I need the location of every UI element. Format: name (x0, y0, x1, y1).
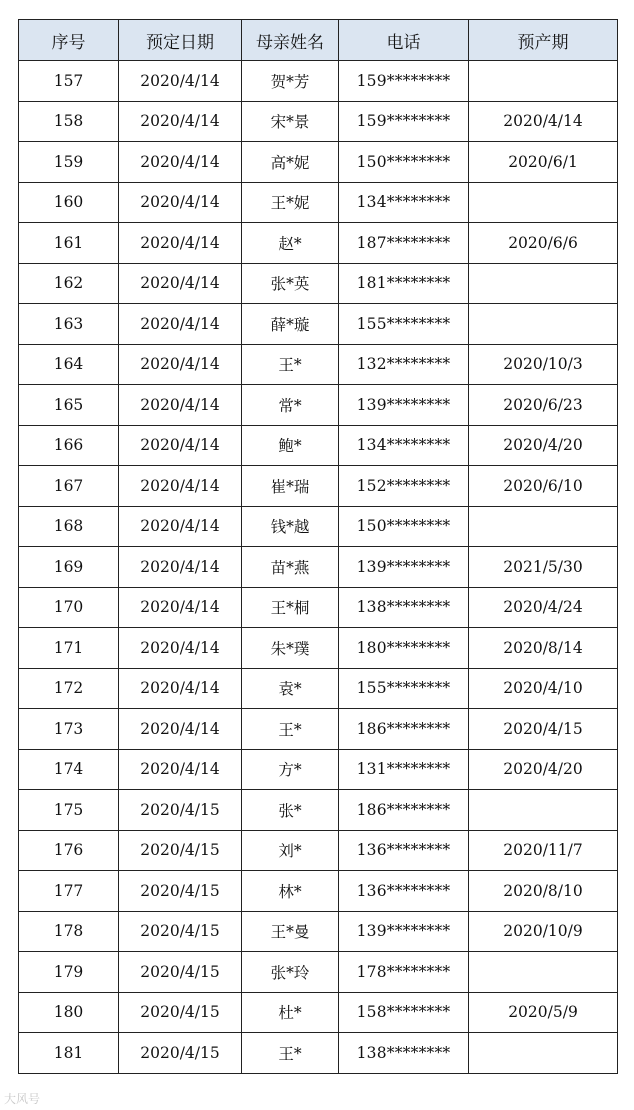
cell-booking-date: 2020/4/14 (119, 506, 242, 547)
cell-booking-date: 2020/4/14 (119, 61, 242, 102)
cell-due-date (469, 506, 618, 547)
table-row (19, 668, 618, 709)
cell-due-date: 2020/10/9 (469, 911, 618, 952)
cell-phone: 139******** (339, 911, 469, 952)
table-row (19, 992, 618, 1033)
cell-mother-name: 方* (242, 749, 339, 790)
cell-due-date: 2020/6/23 (469, 385, 618, 426)
cell-phone: 158******** (339, 992, 469, 1033)
cell-booking-date: 2020/4/14 (119, 344, 242, 385)
cell-serial: 164 (19, 344, 119, 385)
cell-booking-date: 2020/4/14 (119, 101, 242, 142)
table-row (19, 1033, 618, 1074)
cell-booking-date: 2020/4/15 (119, 830, 242, 871)
cell-phone: 186******** (339, 790, 469, 831)
header-serial: 序号 (19, 20, 119, 61)
table-row (19, 911, 618, 952)
cell-mother-name: 钱*越 (242, 506, 339, 547)
cell-serial: 167 (19, 466, 119, 507)
cell-booking-date: 2020/4/15 (119, 1033, 242, 1074)
cell-booking-date: 2020/4/14 (119, 182, 242, 223)
cell-mother-name: 王* (242, 709, 339, 750)
header-booking-date: 预定日期 (119, 20, 242, 61)
cell-booking-date: 2020/4/14 (119, 749, 242, 790)
cell-phone: 187******** (339, 223, 469, 264)
cell-booking-date: 2020/4/14 (119, 142, 242, 183)
table-row (19, 344, 618, 385)
cell-due-date (469, 952, 618, 993)
cell-phone: 134******** (339, 425, 469, 466)
cell-booking-date: 2020/4/15 (119, 992, 242, 1033)
cell-mother-name: 王*曼 (242, 911, 339, 952)
cell-booking-date: 2020/4/15 (119, 790, 242, 831)
cell-mother-name: 刘* (242, 830, 339, 871)
cell-phone: 152******** (339, 466, 469, 507)
cell-mother-name: 宋*景 (242, 101, 339, 142)
table-row (19, 101, 618, 142)
table-row (19, 142, 618, 183)
cell-booking-date: 2020/4/14 (119, 304, 242, 345)
cell-due-date (469, 1033, 618, 1074)
cell-booking-date: 2020/4/15 (119, 952, 242, 993)
cell-mother-name: 王*妮 (242, 182, 339, 223)
cell-phone: 180******** (339, 628, 469, 669)
cell-due-date (469, 790, 618, 831)
cell-serial: 157 (19, 61, 119, 102)
cell-mother-name: 王*桐 (242, 587, 339, 628)
cell-due-date (469, 263, 618, 304)
table-row (19, 628, 618, 669)
cell-due-date: 2020/6/10 (469, 466, 618, 507)
cell-due-date (469, 61, 618, 102)
cell-serial: 169 (19, 547, 119, 588)
cell-booking-date: 2020/4/14 (119, 547, 242, 588)
cell-mother-name: 薛*璇 (242, 304, 339, 345)
cell-due-date: 2020/4/14 (469, 101, 618, 142)
cell-phone: 178******** (339, 952, 469, 993)
table-row (19, 790, 618, 831)
cell-mother-name: 朱*璞 (242, 628, 339, 669)
cell-booking-date: 2020/4/14 (119, 263, 242, 304)
cell-serial: 162 (19, 263, 119, 304)
table-row (19, 304, 618, 345)
cell-phone: 132******** (339, 344, 469, 385)
cell-phone: 155******** (339, 668, 469, 709)
table-row (19, 547, 618, 588)
cell-mother-name: 张*玲 (242, 952, 339, 993)
cell-serial: 181 (19, 1033, 119, 1074)
cell-mother-name: 高*妮 (242, 142, 339, 183)
cell-due-date: 2020/4/10 (469, 668, 618, 709)
cell-due-date: 2021/5/30 (469, 547, 618, 588)
table-row (19, 709, 618, 750)
cell-booking-date: 2020/4/14 (119, 587, 242, 628)
table-row (19, 425, 618, 466)
table-row (19, 385, 618, 426)
cell-serial: 163 (19, 304, 119, 345)
table-row (19, 223, 618, 264)
cell-phone: 136******** (339, 830, 469, 871)
cell-mother-name: 林* (242, 871, 339, 912)
cell-serial: 165 (19, 385, 119, 426)
cell-phone: 150******** (339, 142, 469, 183)
table-row (19, 61, 618, 102)
cell-serial: 180 (19, 992, 119, 1033)
header-due-date: 预产期 (469, 20, 618, 61)
cell-booking-date: 2020/4/14 (119, 668, 242, 709)
cell-phone: 139******** (339, 547, 469, 588)
cell-due-date (469, 304, 618, 345)
cell-booking-date: 2020/4/14 (119, 223, 242, 264)
cell-phone: 159******** (339, 101, 469, 142)
cell-serial: 178 (19, 911, 119, 952)
cell-serial: 177 (19, 871, 119, 912)
table-row (19, 871, 618, 912)
cell-mother-name: 贺*芳 (242, 61, 339, 102)
cell-booking-date: 2020/4/14 (119, 385, 242, 426)
cell-mother-name: 张* (242, 790, 339, 831)
cell-mother-name: 张*英 (242, 263, 339, 304)
cell-phone: 155******** (339, 304, 469, 345)
cell-serial: 171 (19, 628, 119, 669)
table-row (19, 749, 618, 790)
table-row (19, 466, 618, 507)
cell-phone: 150******** (339, 506, 469, 547)
cell-mother-name: 鲍* (242, 425, 339, 466)
cell-serial: 176 (19, 830, 119, 871)
reservation-table (18, 19, 618, 1074)
cell-serial: 172 (19, 668, 119, 709)
cell-serial: 170 (19, 587, 119, 628)
cell-mother-name: 杜* (242, 992, 339, 1033)
cell-due-date: 2020/4/20 (469, 425, 618, 466)
cell-phone: 138******** (339, 587, 469, 628)
table-row (19, 182, 618, 223)
cell-phone: 181******** (339, 263, 469, 304)
cell-serial: 179 (19, 952, 119, 993)
cell-serial: 173 (19, 709, 119, 750)
cell-due-date: 2020/6/6 (469, 223, 618, 264)
cell-mother-name: 崔*瑞 (242, 466, 339, 507)
table-row (19, 263, 618, 304)
cell-mother-name: 王* (242, 344, 339, 385)
table-row (19, 830, 618, 871)
table-row (19, 506, 618, 547)
cell-phone: 159******** (339, 61, 469, 102)
cell-mother-name: 王* (242, 1033, 339, 1074)
cell-phone: 131******** (339, 749, 469, 790)
cell-serial: 160 (19, 182, 119, 223)
table-body (19, 61, 618, 1074)
cell-serial: 168 (19, 506, 119, 547)
cell-due-date: 2020/4/15 (469, 709, 618, 750)
cell-due-date: 2020/4/24 (469, 587, 618, 628)
cell-phone: 134******** (339, 182, 469, 223)
cell-phone: 136******** (339, 871, 469, 912)
cell-booking-date: 2020/4/14 (119, 466, 242, 507)
cell-booking-date: 2020/4/14 (119, 709, 242, 750)
cell-mother-name: 苗*燕 (242, 547, 339, 588)
cell-due-date: 2020/5/9 (469, 992, 618, 1033)
cell-serial: 161 (19, 223, 119, 264)
cell-booking-date: 2020/4/14 (119, 425, 242, 466)
cell-mother-name: 袁* (242, 668, 339, 709)
cell-due-date: 2020/4/20 (469, 749, 618, 790)
cell-booking-date: 2020/4/15 (119, 871, 242, 912)
cell-mother-name: 赵* (242, 223, 339, 264)
cell-serial: 159 (19, 142, 119, 183)
table-row (19, 952, 618, 993)
cell-booking-date: 2020/4/14 (119, 628, 242, 669)
header-mother-name: 母亲姓名 (242, 20, 339, 61)
cell-due-date (469, 182, 618, 223)
cell-phone: 139******** (339, 385, 469, 426)
cell-due-date: 2020/10/3 (469, 344, 618, 385)
header-row (19, 20, 618, 61)
watermark: 大风号 (4, 1092, 41, 1106)
cell-due-date: 2020/8/10 (469, 871, 618, 912)
cell-serial: 166 (19, 425, 119, 466)
header-phone: 电话 (339, 20, 469, 61)
cell-phone: 138******** (339, 1033, 469, 1074)
cell-due-date: 2020/11/7 (469, 830, 618, 871)
cell-phone: 186******** (339, 709, 469, 750)
cell-mother-name: 常* (242, 385, 339, 426)
cell-serial: 174 (19, 749, 119, 790)
cell-due-date: 2020/6/1 (469, 142, 618, 183)
cell-due-date: 2020/8/14 (469, 628, 618, 669)
cell-booking-date: 2020/4/15 (119, 911, 242, 952)
table-row (19, 587, 618, 628)
cell-serial: 175 (19, 790, 119, 831)
cell-serial: 158 (19, 101, 119, 142)
